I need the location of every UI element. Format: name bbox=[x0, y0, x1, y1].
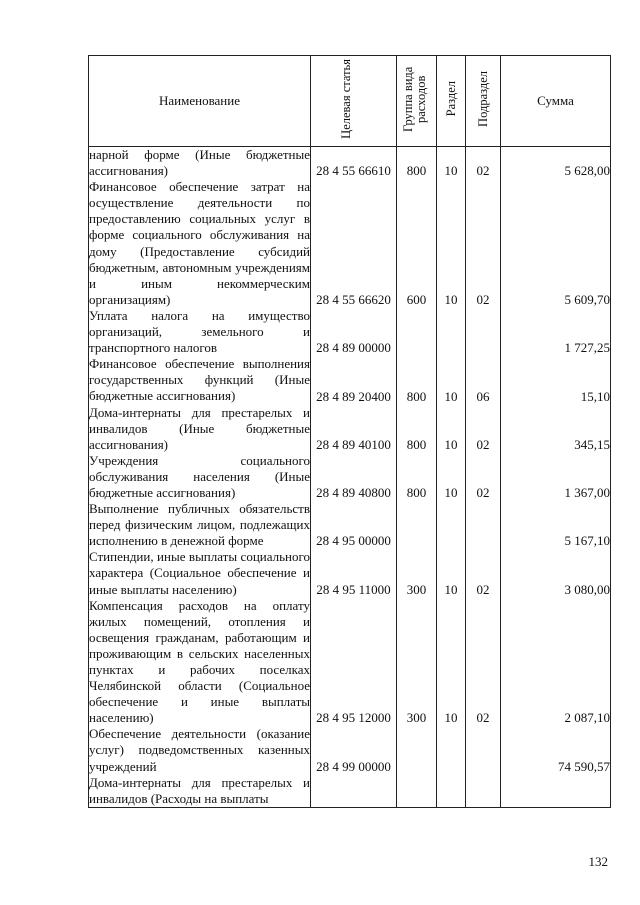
row-name: Компенсация расходов на оплату жилых помещений, отопления и освещения гражданам, работающим и проживающим в сельских населенных пунктах и рабочих поселках Челябинской области (Социальное обеспечение и иные выплаты населению) bbox=[89, 597, 310, 726]
row-subsection: 02 bbox=[466, 549, 501, 597]
row-target-code: 28 4 99 00000 bbox=[311, 726, 397, 774]
row-sum: 1 367,00 bbox=[501, 453, 611, 501]
header-target-label: Целевая статья bbox=[338, 59, 353, 139]
row-subsection bbox=[466, 308, 501, 356]
row-target-code: 28 4 89 00000 bbox=[311, 308, 397, 356]
row-expense-group: 800 bbox=[397, 453, 437, 501]
row-sum: 2 087,10 bbox=[501, 598, 611, 727]
row-sum: 1 727,25 bbox=[501, 308, 611, 356]
row-expense-group: 800 bbox=[397, 356, 437, 404]
row-target-code: 28 4 89 20400 bbox=[311, 356, 397, 404]
row-expense-group bbox=[397, 775, 437, 808]
row-sum: 5 628,00 bbox=[501, 147, 611, 180]
row-name: Финансовое обеспечение затрат на осуществление деятельности по предоставлению социальных услуг в форме социального обслуживания на дому (Предоставление субсидий бюджетным, автономным учреждениям и иным некоммерческим организациям) bbox=[89, 179, 310, 307]
table-row bbox=[89, 726, 611, 774]
row-name: нарной форме (Иные бюджетные ассигнования) bbox=[89, 147, 310, 179]
row-name: Финансовое обеспечение выполнения государственных функций (Иные бюджетные ассигнования) bbox=[89, 356, 310, 404]
page-number: 132 bbox=[588, 854, 608, 869]
row-subsection bbox=[466, 726, 501, 774]
row-sum: 5 167,10 bbox=[501, 501, 611, 549]
row-target-code: 28 4 55 66620 bbox=[311, 179, 397, 308]
row-subsection: 02 bbox=[466, 598, 501, 727]
header-group bbox=[397, 56, 437, 147]
row-subsection: 06 bbox=[466, 356, 501, 404]
row-expense-group bbox=[397, 308, 437, 356]
table-row bbox=[89, 356, 611, 404]
row-target-code bbox=[311, 775, 397, 808]
table-row bbox=[89, 405, 611, 453]
row-section: 10 bbox=[437, 179, 466, 308]
row-subsection: 02 bbox=[466, 179, 501, 308]
row-section: 10 bbox=[437, 598, 466, 727]
table-row bbox=[89, 598, 611, 727]
header-subsection bbox=[466, 56, 501, 147]
header-sum: Сумма bbox=[501, 56, 611, 147]
row-target-code: 28 4 89 40100 bbox=[311, 405, 397, 453]
row-expense-group: 300 bbox=[397, 598, 437, 727]
header-subsection-label: Подраздел bbox=[475, 71, 490, 127]
row-expense-group: 600 bbox=[397, 179, 437, 308]
row-expense-group bbox=[397, 501, 437, 549]
row-target-code: 28 4 89 40800 bbox=[311, 453, 397, 501]
header-section-label: Раздел bbox=[443, 81, 458, 117]
row-name: Уплата налога на имущество организаций, земельного и транспортного налогов bbox=[89, 307, 310, 356]
row-section: 10 bbox=[437, 549, 466, 597]
row-name: Дома-интернаты для престарелых и инвалидов (Расходы на выплаты bbox=[89, 774, 310, 806]
row-sum: 15,10 bbox=[501, 356, 611, 404]
row-sum: 74 590,57 bbox=[501, 726, 611, 774]
row-section bbox=[437, 501, 466, 549]
row-sum: 345,15 bbox=[501, 405, 611, 453]
table-row bbox=[89, 501, 611, 549]
row-expense-group: 800 bbox=[397, 147, 437, 180]
table-row bbox=[89, 179, 611, 308]
row-target-code: 28 4 95 11000 bbox=[311, 549, 397, 597]
row-name: Дома-интернаты для престарелых и инвалидов (Иные бюджетные ассигнования) bbox=[89, 404, 310, 452]
row-section: 10 bbox=[437, 356, 466, 404]
row-target-code: 28 4 55 66610 bbox=[311, 147, 397, 180]
table-body bbox=[89, 147, 611, 808]
row-subsection bbox=[466, 775, 501, 808]
row-name: Обеспечение деятельности (оказание услуг) подведомственных казенных учреждений bbox=[89, 726, 310, 774]
row-subsection bbox=[466, 501, 501, 549]
row-section bbox=[437, 726, 466, 774]
row-subsection: 02 bbox=[466, 147, 501, 180]
row-section: 10 bbox=[437, 405, 466, 453]
row-expense-group: 800 bbox=[397, 405, 437, 453]
row-expense-group: 300 bbox=[397, 549, 437, 597]
row-section: 10 bbox=[437, 453, 466, 501]
table-header bbox=[89, 56, 611, 147]
header-group-label: Группа вида расходов bbox=[400, 66, 428, 132]
row-section: 10 bbox=[437, 147, 466, 180]
table-row bbox=[89, 453, 611, 501]
budget-table bbox=[88, 55, 611, 808]
row-target-code: 28 4 95 00000 bbox=[311, 501, 397, 549]
row-section bbox=[437, 308, 466, 356]
header-target bbox=[311, 56, 397, 147]
row-name: Выполнение публичных обязательств перед физическим лицом, подлежащих исполнению в денежной форме bbox=[89, 501, 310, 549]
row-name: Стипендии, иные выплаты социального характера (Социальное обеспечение и иные выплаты населению) bbox=[89, 549, 310, 597]
table-row bbox=[89, 775, 611, 808]
row-section bbox=[437, 775, 466, 808]
table-row bbox=[89, 549, 611, 597]
row-sum: 5 609,70 bbox=[501, 179, 611, 308]
row-name: Учреждения социального обслуживания населения (Иные бюджетные ассигнования) bbox=[89, 452, 310, 500]
row-sum: 3 080,00 bbox=[501, 549, 611, 597]
row-sum bbox=[501, 775, 611, 808]
table-row bbox=[89, 147, 611, 180]
header-section bbox=[437, 56, 466, 147]
row-subsection: 02 bbox=[466, 405, 501, 453]
header-name: Наименование bbox=[89, 56, 311, 147]
table-row bbox=[89, 308, 611, 356]
row-subsection: 02 bbox=[466, 453, 501, 501]
row-expense-group bbox=[397, 726, 437, 774]
row-target-code: 28 4 95 12000 bbox=[311, 598, 397, 727]
